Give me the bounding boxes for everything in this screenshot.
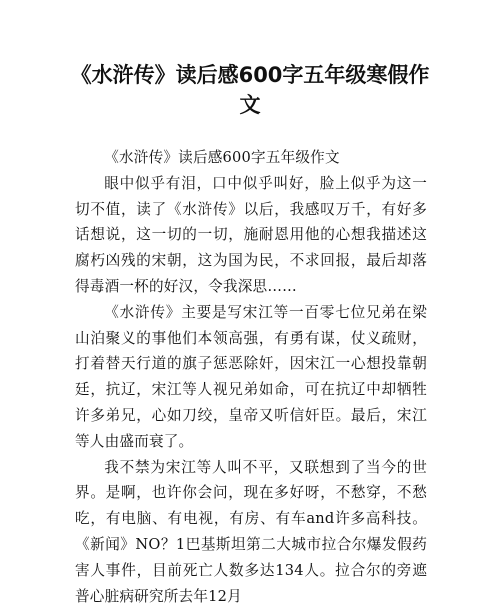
body-paragraph-3: 我不禁为宋江等人叫不平，又联想到了当今的世界。是啊，也许你会问，现在多好呀，不愁穿，不愁吃，有电脑、有电视，有房、有车and许多高科技。《新闻》NO？1巴基斯坦第二大城市拉合尔爆发假药害人事件，目前死亡人数多达134人。拉合尔的旁遮普心脏病研究所去年12月 xyxy=(75,458,427,605)
subtitle-paragraph: 《水浒传》读后感600字五年级作文 xyxy=(104,149,340,166)
body-paragraph-2: 《水浒传》主要是写宋江等一百零七位兄弟在梁山泊聚义的事他们本领高强，有勇有谋，仗义疏财，打着替天行道的旗子惩恶除奸，因宋江一心想投靠朝廷，抗辽，宋江等人视兄弟如命，可在抗辽中却牺牲许多弟兄，心如刀绞，皇帝又听信奸臣。最后，宋江等人由盛而衰了。 xyxy=(75,303,427,450)
document-title: 《水浒传》读后感600字五年级寒假作文 xyxy=(70,63,430,117)
document-body xyxy=(75,145,427,609)
body-paragraph-1: 眼中似乎有泪，口中似乎叫好，脸上似乎为这一切不值，读了《水浒传》以后，我感叹万千，有好多话想说，这一切的一切，施耐恩用他的心想我描述这腐朽凶残的宋朝，这为国为民，不求回报，最后却落得毒酒一杯的好汉，令我深思…… xyxy=(75,174,427,295)
